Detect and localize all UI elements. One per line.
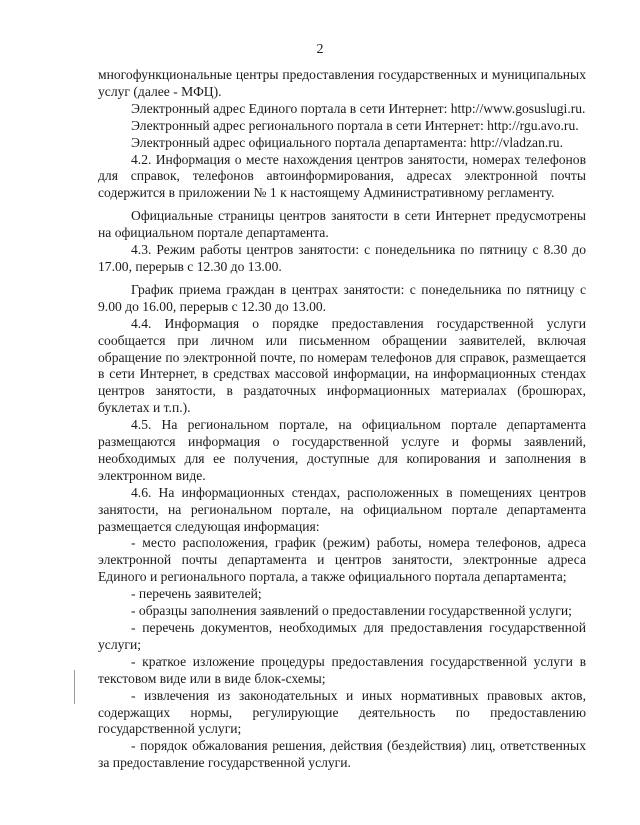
paragraph-reception-schedule: График приема граждан в центрах занятости: с понедельника по пятницу с 9.00 до 16.00, перерыв с 12.30 до 13.00. [98, 281, 586, 314]
list-item-legal-extracts: - извлечения из законодательных и иных нормативных правовых актов, содержащих нормы, регулирующие деятельность по предоставлению государственной услуги; [98, 687, 586, 737]
paragraph-mfc-continuation: многофункциональные центры предоставления государственных и муниципальных услуг (далее - МФЦ). [98, 67, 586, 99]
list-item-procedure-summary: - краткое изложение процедуры предоставления государственной услуги в текстовом виде или в виде блок-схемы; [98, 653, 586, 686]
list-item-required-documents: - перечень документов, необходимых для предоставления государственной услуги; [98, 620, 586, 652]
paragraph-4-2: 4.2. Информация о месте нахождения центров занятости, номерах телефонов для справок, телефонов автоинформирования, адресах электронной почты содержится в приложении № 1 к настоящему Административному регламенту. [98, 151, 586, 201]
paragraph-unified-portal-address: Электронный адрес Единого портала в сети Интернет: http://www.gosuslugi.ru. [131, 100, 586, 116]
list-item-location-schedule: - место расположения, график (режим) работы, номера телефонов, адреса электронной почты департамента и центров занятости, электронные адреса Единого и регионального портала, а также официального портала департамента; [98, 535, 586, 585]
list-item-appeal-procedure: - порядок обжалования решения, действия (бездействия) лиц, ответственных за предоставление государственной услуги. [98, 738, 586, 771]
paragraph-official-pages: Официальные страницы центров занятости в сети Интернет предусмотрены на официальном портале департамента. [98, 208, 586, 241]
paragraph-4-6: 4.6. На информационных стендах, расположенных в помещениях центров занятости, на региональном портале, на официальном портале департамента размещается следующая информация: [98, 484, 586, 534]
paragraph-4-4: 4.4. Информация о порядке предоставления государственной услуги сообщается при личном или письменном обращении заявителей, включая обращение по электронной почте, по номерам телефонов для справок, размещается в сети Интернет, в средствах массовой информации, на информационных стендах центров занятости, в раздаточных информационных материалах (брошюрах, буклетах и т.п.). [98, 315, 586, 416]
paragraph-4-3: 4.3. Режим работы центров занятости: с понедельника по пятницу с 8.30 до 17.00, перерыв с 12.30 до 13.00. [98, 242, 586, 274]
paragraph-4-5: 4.5. На региональном портале, на официальном портале департамента размещаются информация о государственной услуге и формы заявлений, необходимых для ее получения, доступные для копирования и заполнения в электронном виде. [98, 417, 586, 483]
document-body [98, 67, 586, 772]
list-item-application-samples: - образцы заполнения заявлений о предоставлении государственной услуги; [131, 603, 572, 619]
page-number: 2 [316, 42, 324, 57]
list-item-applicants: - перечень заявителей; [131, 586, 262, 602]
paragraph-department-portal-address: Электронный адрес официального портала департамента: http://vladzan.ru. [131, 134, 563, 150]
paragraph-regional-portal-address: Электронный адрес регионального портала в сети Интернет: http://rgu.avo.ru. [131, 117, 579, 133]
margin-mark [74, 670, 75, 704]
